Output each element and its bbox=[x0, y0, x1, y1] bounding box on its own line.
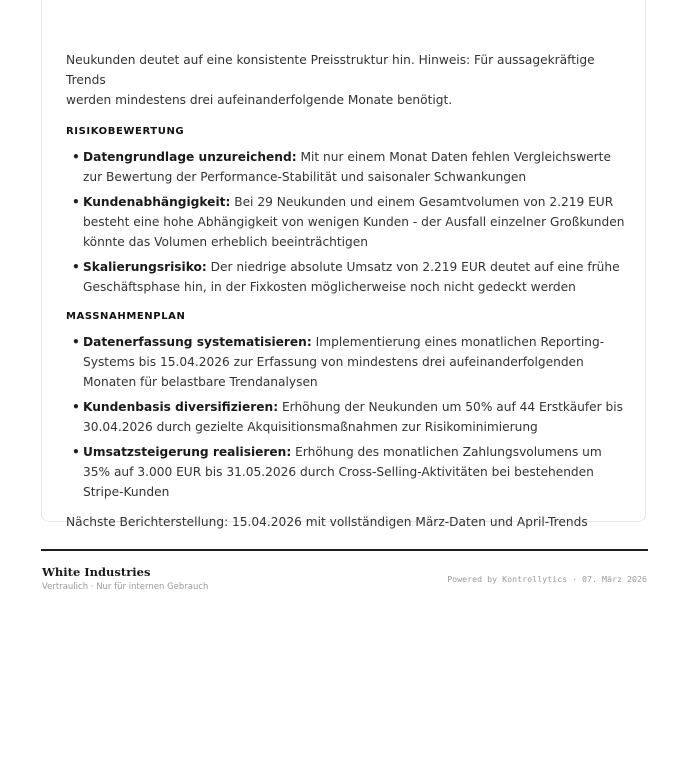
bullet-icon: • bbox=[72, 400, 80, 414]
intro-line-1: Neukunden deutet auf eine konsistente Preisstruktur hin. Hinweis: Für aussagekräftige Trends bbox=[66, 53, 595, 87]
footer-powered-by: Powered by Kontrollytics · 07. März 2026 bbox=[447, 574, 647, 584]
bullet-icon: • bbox=[72, 445, 80, 459]
item-title: Kundenabhängigkeit: bbox=[83, 195, 231, 209]
plan-heading: MASSNAHMENPLAN bbox=[66, 311, 186, 322]
item-title: Umsatzsteigerung realisieren: bbox=[83, 445, 292, 459]
bullet-icon: • bbox=[72, 260, 80, 274]
intro-paragraph bbox=[66, 50, 632, 110]
risk-list bbox=[66, 147, 632, 297]
list-item bbox=[66, 192, 632, 252]
footer-divider bbox=[41, 549, 648, 551]
item-text: Der niedrige absolute Umsatz von 2.219 EUR deutet auf eine frühe Geschäftsphase hin, in der Fixkosten möglicherweise noch nicht gedeckt werden bbox=[83, 260, 620, 294]
item-text: Implementierung eines monatlichen Reporting-Systems bis 15.04.2026 zur Erfassung von mindestens drei aufeinanderfolgenden Monaten für belastbare Trendanalysen bbox=[83, 335, 605, 389]
list-item bbox=[66, 397, 632, 437]
bullet-icon: • bbox=[72, 195, 80, 209]
item-text: Erhöhung der Neukunden um 50% auf 44 Erstkäufer bis 30.04.2026 durch gezielte Akquisitionsmaßnahmen zur Risikominimierung bbox=[83, 400, 624, 434]
intro-line-2: werden mindestens drei aufeinanderfolgende Monate benötigt. bbox=[66, 93, 453, 107]
item-title: Datenerfassung systematisieren: bbox=[83, 335, 312, 349]
list-item bbox=[66, 332, 632, 392]
footer-subtitle: Vertraulich · Nur für internen Gebrauch bbox=[42, 582, 209, 592]
bullet-icon: • bbox=[72, 335, 80, 349]
footer-brand: White Industries bbox=[42, 565, 151, 579]
risk-heading: RISIKOBEWERTUNG bbox=[66, 126, 185, 137]
closing-note: Nächste Berichterstellung: 15.04.2026 mit vollständigen März-Daten und April-Trends bbox=[66, 515, 588, 529]
list-item bbox=[66, 442, 632, 502]
plan-list bbox=[66, 332, 632, 502]
item-text: Mit nur einem Monat Daten fehlen Vergleichswerte zur Bewertung der Performance-Stabilität und saisonaler Schwankungen bbox=[83, 150, 611, 184]
report-content bbox=[66, 50, 632, 532]
bullet-icon: • bbox=[72, 150, 80, 164]
item-title: Skalierungsrisiko: bbox=[83, 260, 207, 274]
item-text: Bei 29 Neukunden und einem Gesamtvolumen von 2.219 EUR besteht eine hohe Abhängigkeit von wenigen Kunden - der Ausfall einzelner Großkunden könnte das Volumen erheblich beeinträchtigen bbox=[83, 195, 625, 249]
list-item bbox=[66, 147, 632, 187]
list-item bbox=[66, 257, 632, 297]
item-title: Kundenbasis diversifizieren: bbox=[83, 400, 279, 414]
item-text: Erhöhung des monatlichen Zahlungsvolumens um 35% auf 3.000 EUR bis 31.05.2026 durch Cross-Selling-Aktivitäten bei bestehenden Stripe-Kunden bbox=[83, 445, 602, 499]
item-title: Datengrundlage unzureichend: bbox=[83, 150, 297, 164]
